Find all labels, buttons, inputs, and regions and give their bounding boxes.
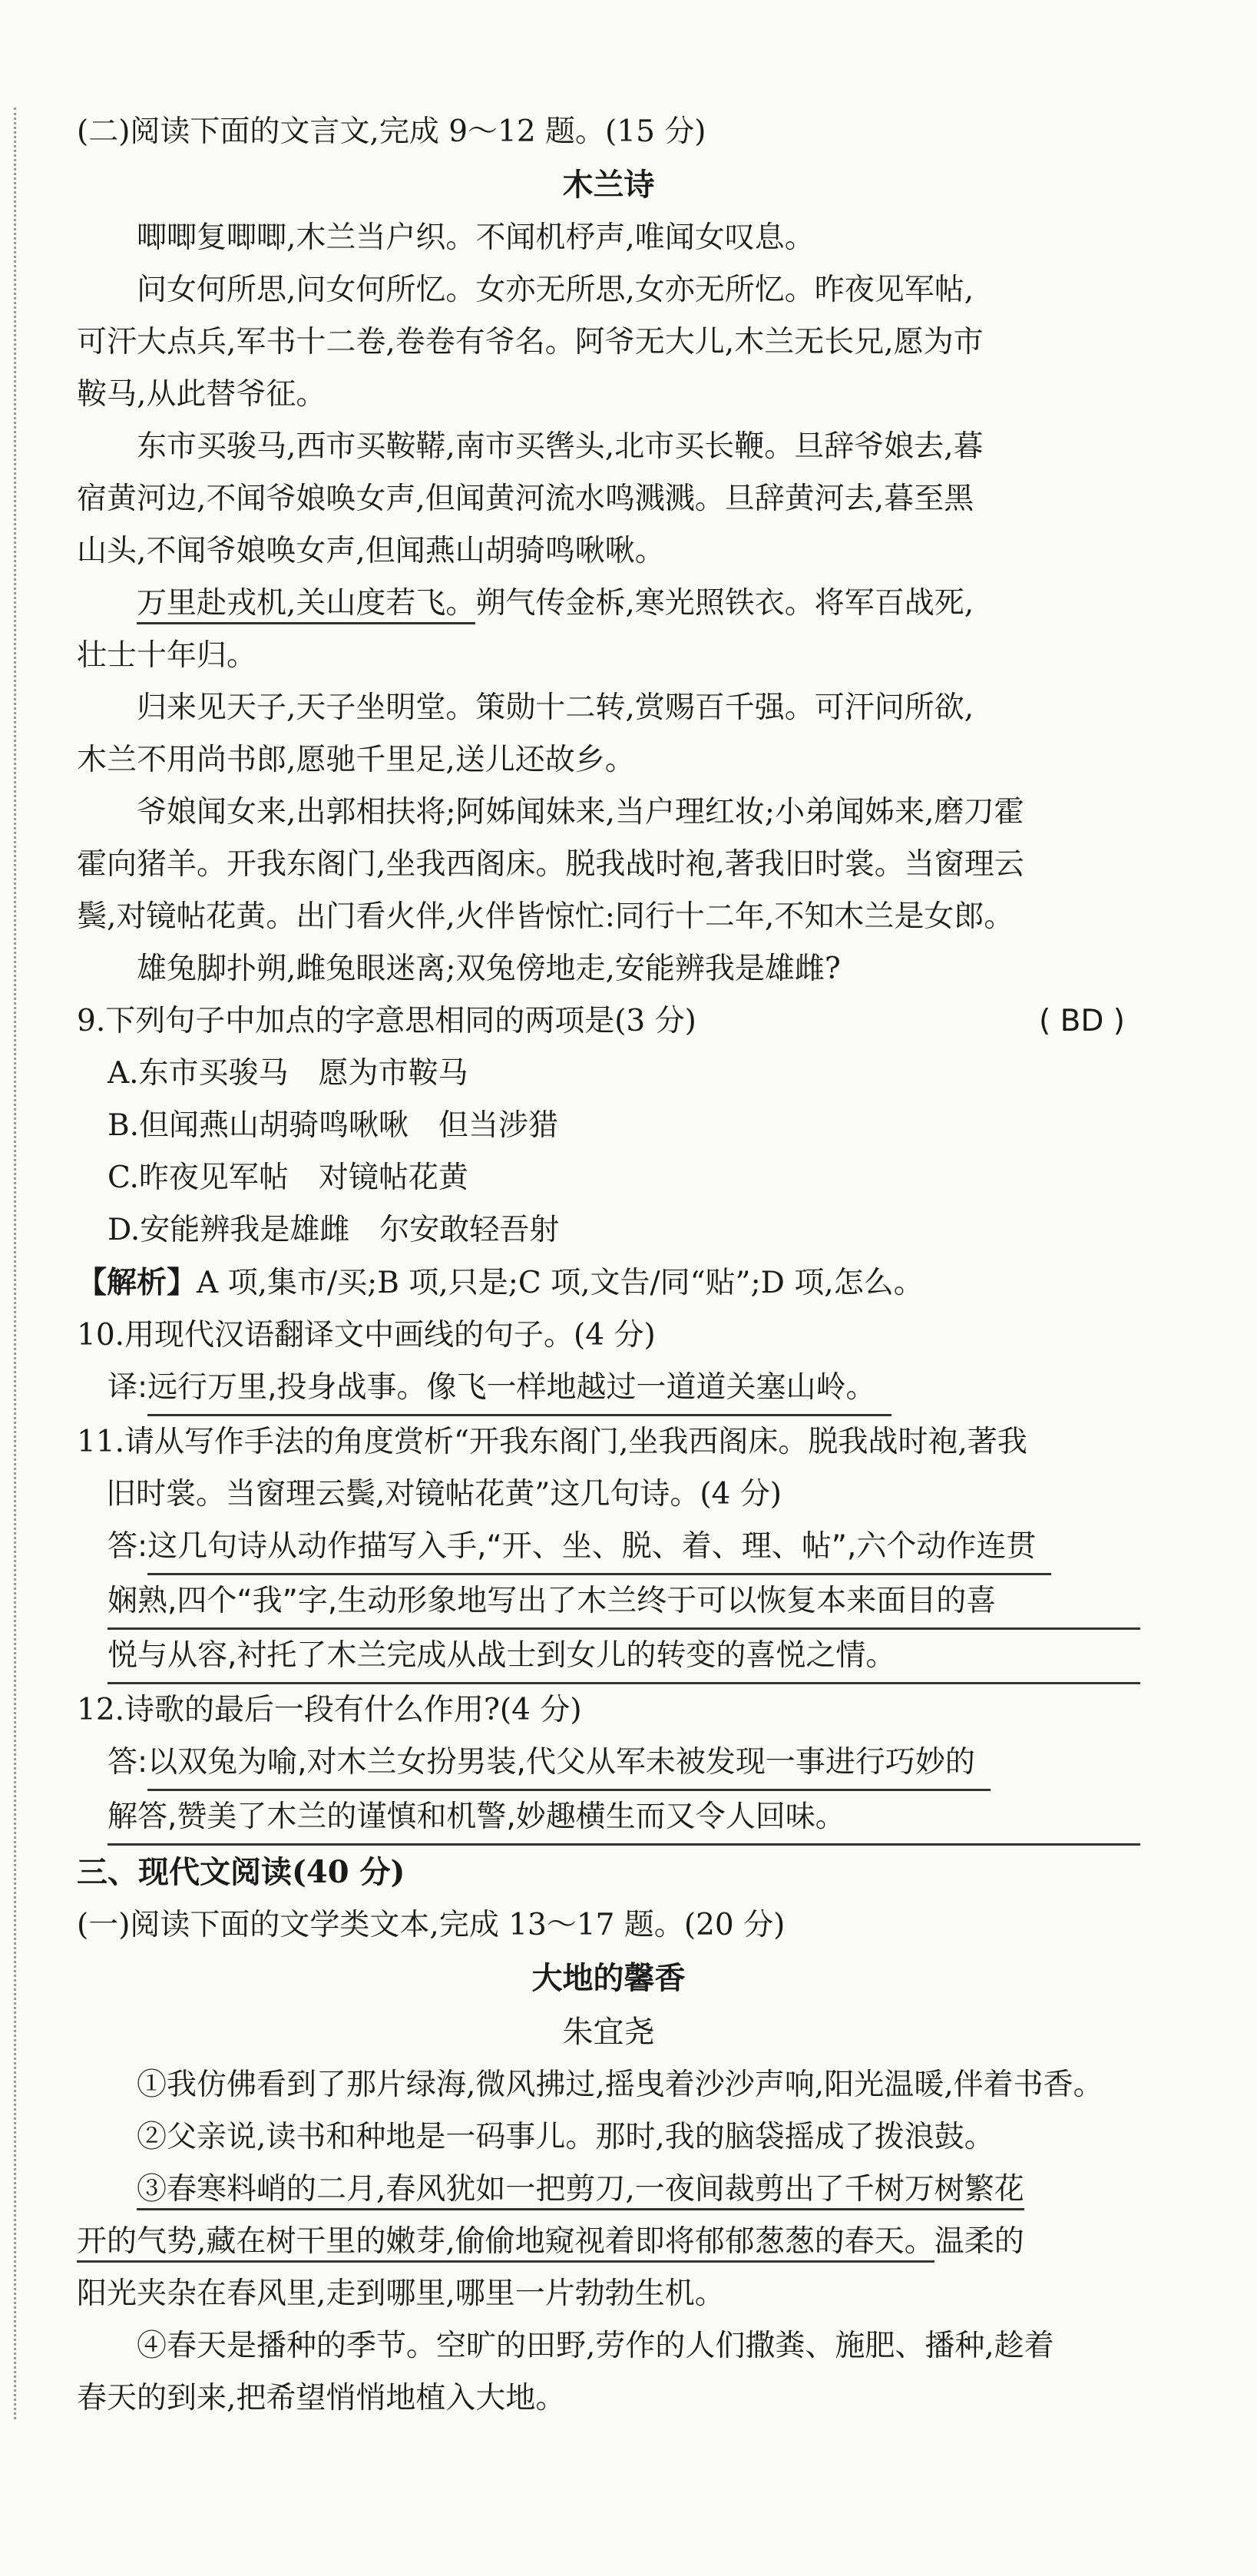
poem-line: 唧唧复唧唧,木兰当户织。不闻机杼声,唯闻女叹息。 [137, 220, 815, 255]
document-page [77, 106, 1140, 2425]
answer-prefix: 译: [108, 1370, 148, 1405]
poem-line: 宿黄河边,不闻爷娘唤女声,但闻黄河流水鸣溅溅。旦辞黄河去,暮至黑 [77, 482, 974, 516]
subsection-heading: (一)阅读下面的文学类文本,完成 13～17 题。(20 分) [77, 1908, 786, 1942]
poem-line: 可汗大点兵,军书十二卷,卷卷有爷名。阿爷无大儿,木兰无长兄,愿为市 [77, 325, 984, 359]
poem-line [77, 578, 1140, 630]
poem-line: 雄兔脚扑朔,雌兔眼迷离;双兔傍地走,安能辨我是雄雌? [137, 952, 841, 986]
section-heading: 三、现代文阅读(40 分) [77, 1854, 405, 1890]
question-11-stem: 11.请从写作手法的角度赏析“开我东阁门,坐我西阁床。脱我战时袍,著我 [77, 1425, 1027, 1459]
margin-dotted-line [14, 108, 16, 2419]
option-a: A.东市买骏马 愿为市鞍马 [108, 1056, 468, 1091]
underlined-sentence: 开的气势,藏在树干里的嫩芽,偷偷地窥视着即将郁郁葱葱的春天。 [77, 2224, 934, 2263]
answer-prefix: 答: [108, 1529, 148, 1564]
answer-line [77, 1521, 1140, 1575]
poem-line: 霍向猪羊。开我东阁门,坐我西阁床。脱我战时袍,著我旧时裳。当窗理云 [77, 847, 1024, 882]
analysis [77, 1257, 1140, 1310]
article-line: 阳光夹杂在春风里,走到哪里,哪里一片勃勃生机。 [77, 2276, 725, 2311]
article-line: 春天的到来,把希望悄悄地植入大地。 [77, 2381, 566, 2415]
article-line: ①我仿佛看到了那片绿海,微风拂过,摇曳着沙沙声响,阳光温暖,伴着书香。 [137, 2068, 1103, 2102]
poem-line-rest: 朔气传金柝,寒光照铁衣。将军百战死, [475, 586, 974, 621]
handwritten-answer: 娴熟,四个“我”字,生动形象地写出了木兰终于可以恢复本来面目的喜 [108, 1575, 1140, 1630]
article-line [77, 2216, 1140, 2268]
article-line: ④春天是播种的季节。空旷的田野,劳作的人们撒粪、施肥、播种,趁着 [137, 2329, 1054, 2363]
answer-line [77, 1737, 1140, 1791]
poem-line: 山头,不闻爷娘唤女声,但闻燕山胡骑鸣啾啾。 [77, 534, 665, 568]
handwritten-answer: 远行万里,投身战事。像飞一样地越过一道道关塞山岭。 [147, 1362, 891, 1416]
option-c: C.昨夜见军帖 对镜帖花黄 [108, 1161, 468, 1195]
answer-line [77, 1362, 1140, 1416]
article-line-rest: 温柔的 [934, 2224, 1024, 2259]
question-12-stem: 12.诗歌的最后一段有什么作用?(4 分) [77, 1693, 582, 1727]
part2-heading: (二)阅读下面的文言文,完成 9～12 题。(15 分) [77, 114, 706, 149]
option-d: D.安能辨我是雄雌 尔安敢轻吾射 [108, 1213, 560, 1247]
underlined-sentence: 万里赴戎机,关山度若飞。 [137, 586, 475, 624]
poem-line: 木兰不用尚书郎,愿驰千里足,送儿还故乡。 [77, 743, 635, 777]
analysis-text: A 项,集市/买;B 项,只是;C 项,文告/同“贴”;D 项,怎么。 [197, 1266, 924, 1300]
poem-line: 爷娘闻女来,出郭相扶将;阿姊闻妹来,当户理红妆;小弟闻姊来,磨刀霍 [137, 795, 1024, 829]
poem-line: 归来见天子,天子坐明堂。策勋十二转,赏赐百千强。可汗问所欲, [137, 690, 974, 725]
handwritten-answer: 以双兔为喻,对木兰女扮男装,代父从军未被发现一事进行巧妙的 [147, 1737, 991, 1791]
article-line [77, 2164, 1140, 2216]
answer-prefix: 答: [108, 1745, 148, 1780]
poem-title: 木兰诗 [562, 167, 655, 203]
question-10-stem: 10.用现代汉语翻译文中画线的句子。(4 分) [77, 1318, 656, 1353]
question-9-stem [77, 995, 1140, 1048]
poem-line: 东市买骏马,西市买鞍鞯,南市买辔头,北市买长鞭。旦辞爷娘去,暮 [137, 429, 984, 464]
answer-mark: ( BD ) [1038, 1004, 1125, 1038]
poem-line: 问女何所思,问女何所忆。女亦无所思,女亦无所忆。昨夜见军帖, [137, 273, 974, 307]
poem-line: 壮士十年归。 [77, 638, 257, 673]
article-line: ②父亲说,读书和种地是一码事儿。那时,我的脑袋摇成了拨浪鼓。 [137, 2120, 994, 2154]
option-b: B.但闻燕山胡骑鸣啾啾 但当涉猎 [108, 1108, 559, 1143]
poem-line: 鬓,对镜帖花黄。出门看火伴,火伴皆惊忙:同行十二年,不知木兰是女郎。 [77, 899, 1014, 934]
question-text: 9.下列句子中加点的字意思相同的两项是(3 分) [77, 1004, 696, 1038]
handwritten-answer: 悦与从容,衬托了木兰完成从战士到女儿的转变的喜悦之情。 [108, 1630, 1140, 1684]
underlined-sentence: ③春寒料峭的二月,春风犹如一把剪刀,一夜间裁剪出了千树万树繁花 [137, 2172, 1024, 2210]
analysis-label: 【解析】 [77, 1265, 197, 1300]
article-author: 朱宜尧 [562, 2015, 655, 2050]
handwritten-answer: 这几句诗从动作描写入手,“开、坐、脱、着、理、帖”,六个动作连贯 [147, 1521, 1051, 1575]
article-title: 大地的馨香 [531, 1960, 686, 1996]
question-11-stem-cont: 旧时裳。当窗理云鬓,对镜帖花黄”这几句诗。(4 分) [106, 1477, 782, 1511]
handwritten-answer: 解答,赞美了木兰的谨慎和机警,妙趣横生而又令人回味。 [108, 1791, 1140, 1846]
poem-line: 鞍马,从此替爷征。 [77, 377, 326, 412]
